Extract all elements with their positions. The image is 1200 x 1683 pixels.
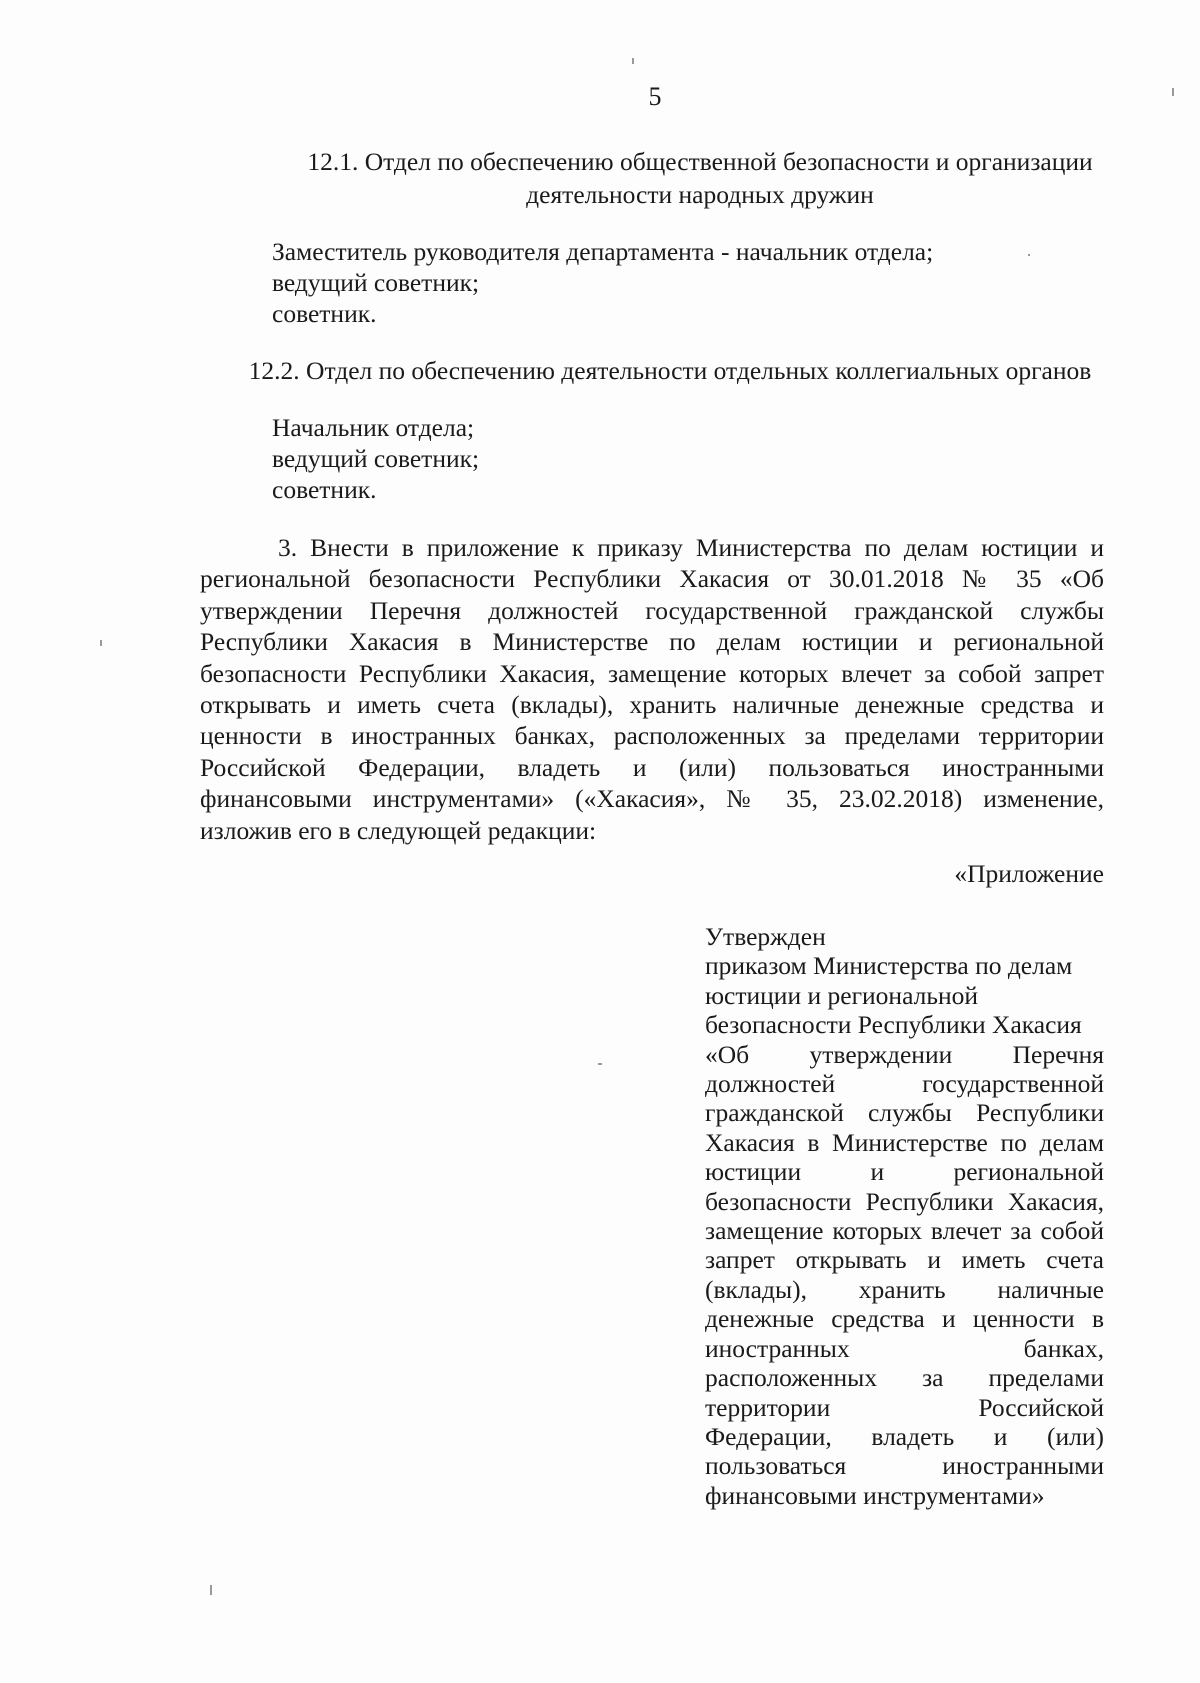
approval-line: «Об утверждении Перечня — [705, 1039, 1104, 1069]
position-item: Заместитель руководителя департамента - начальник отдела; — [272, 237, 934, 266]
appendix-label: «Приложение — [954, 859, 1104, 888]
paragraph-line: ценности в иностранных банках, расположенных за пределами территории — [200, 721, 1104, 751]
approval-line: пользоваться иностранными — [705, 1451, 1104, 1481]
approval-line: должностей государственной — [705, 1069, 1104, 1099]
paragraph-line: изложив его в следующей редакции: — [200, 815, 597, 845]
approval-line: Утвержден — [705, 922, 826, 951]
approval-line: безопасности Республики Хакасия, — [705, 1186, 1104, 1216]
paragraph-line: Республики Хакасия в Министерстве по делам юстиции и региональной — [200, 627, 1104, 657]
position-item: ведущий советник; — [272, 268, 480, 297]
section-12-1-heading-line2: деятельности народных дружин — [526, 180, 874, 209]
approval-line: территории Российской — [705, 1392, 1104, 1422]
paragraph-line: безопасности Республики Хакасия, замещение которых влечет за собой запрет — [200, 658, 1104, 688]
approval-line: замещение которых влечет за собой — [705, 1216, 1104, 1246]
approval-line: юстиции и региональной — [705, 1157, 1104, 1187]
approval-line: безопасности Республики Хакасия — [705, 1010, 1082, 1040]
approval-line: финансовыми инструментами» — [705, 1480, 1045, 1510]
paragraph-line: утверждении Перечня должностей государственной гражданской службы — [200, 595, 1104, 625]
scan-speck — [210, 1585, 212, 1595]
page-number: 5 — [648, 82, 662, 111]
approval-line: иностранных банках, — [705, 1333, 1104, 1363]
approval-line: гражданской службы Республики — [705, 1098, 1104, 1128]
approval-line: расположенных за пределами — [705, 1363, 1104, 1393]
scan-speck — [100, 640, 102, 646]
approval-line: (вклады), хранить наличные — [705, 1274, 1104, 1304]
paragraph-line: финансовыми инструментами» («Хакасия», № 35, 23.02.2018) изменение, — [200, 784, 1104, 814]
paragraph-3 — [200, 532, 1104, 846]
scan-speck — [598, 1063, 602, 1065]
section-12-2-heading — [190, 354, 1150, 387]
scan-speck — [1028, 254, 1030, 256]
section-12-1-positions — [272, 236, 933, 329]
approval-line: приказом Министерства по делам — [705, 951, 1073, 981]
section-12-2-heading-line: 12.2. Отдел по обеспечению деятельности отдельных коллегиальных органов — [248, 356, 1092, 385]
paragraph-line: региональной безопасности Республики Хакасия от 30.01.2018 № 35 «Об — [200, 564, 1104, 594]
section-12-1-heading-line1: 12.1. Отдел по обеспечению общественной безопасности и организации — [307, 147, 1093, 176]
approval-block — [705, 922, 1104, 1510]
position-item: Начальник отдела; — [272, 413, 475, 442]
position-item: советник. — [272, 475, 377, 504]
paragraph-line: 3. Внести в приложение к приказу Министерства по делам юстиции и — [278, 533, 1104, 562]
position-item: ведущий советник; — [272, 444, 480, 473]
approval-line: Федерации, владеть и (или) — [705, 1421, 1104, 1451]
section-12-1-heading — [230, 145, 1170, 211]
approval-line: Хакасия в Министерстве по делам — [705, 1127, 1104, 1157]
position-item: советник. — [272, 299, 377, 328]
scan-speck — [1172, 88, 1174, 96]
paragraph-line: Российской Федерации, владеть и (или) пользоваться иностранными — [200, 752, 1104, 782]
approval-line: денежные средства и ценности в — [705, 1304, 1104, 1334]
approval-line: запрет открывать и иметь счета — [705, 1245, 1104, 1275]
scan-speck — [632, 58, 634, 64]
approval-line: юстиции и региональной — [705, 980, 979, 1010]
section-12-2-positions — [272, 412, 479, 505]
paragraph-line: открывать и иметь счета (вклады), хранить наличные денежные средства и — [200, 690, 1104, 720]
